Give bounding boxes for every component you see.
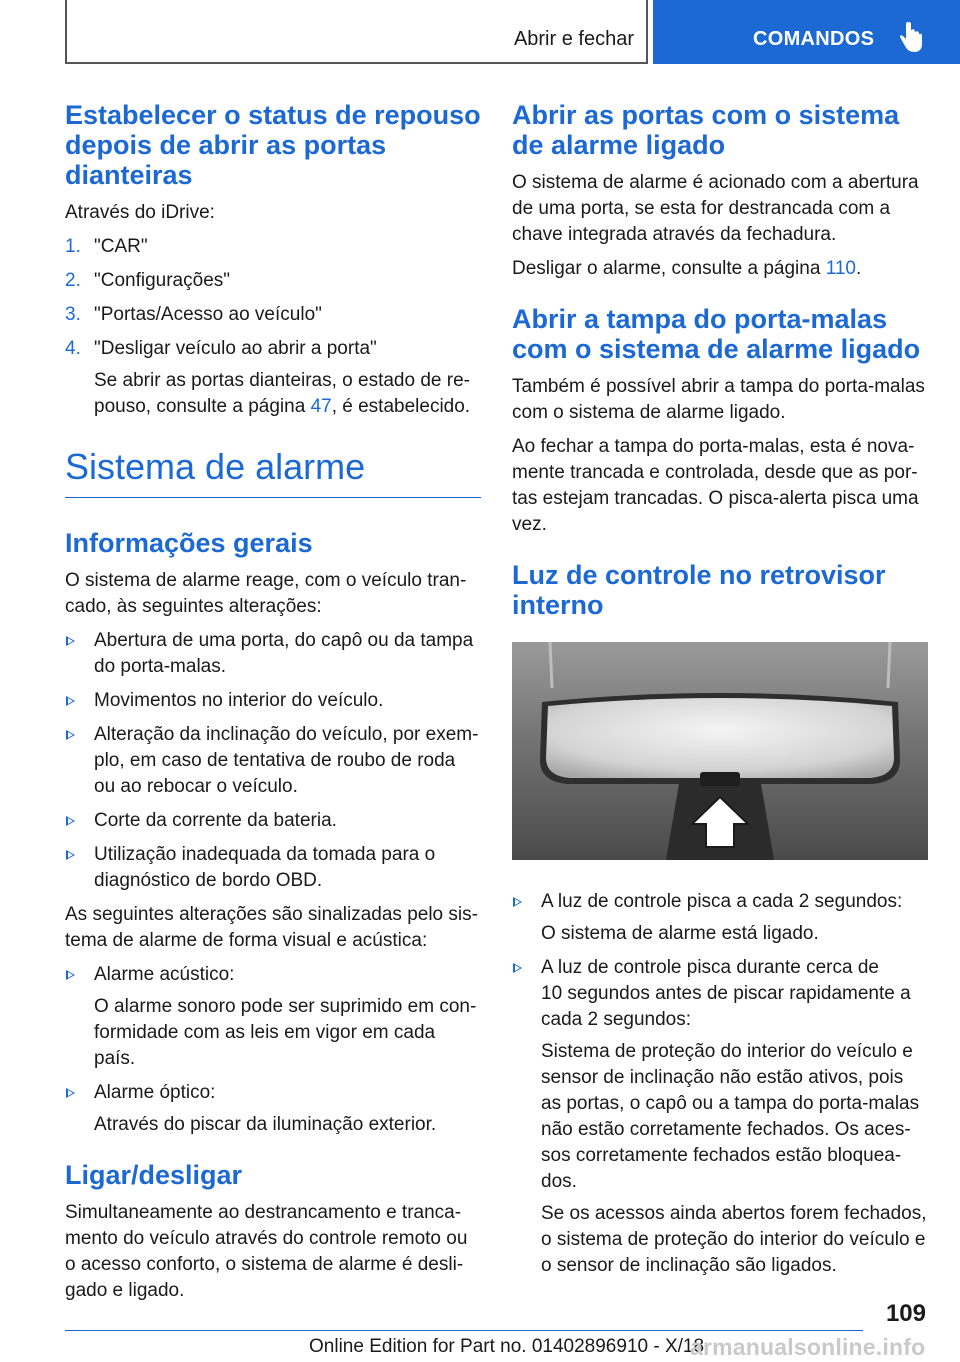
list-item: Alarme óptico: Através do piscar da iluminação exterior.	[65, 1080, 481, 1138]
step-text: "Desligar veículo ao abrir a porta"	[94, 338, 377, 359]
pointing-hand-icon	[899, 22, 925, 54]
header-section-title: Abrir e fechar	[513, 28, 634, 50]
list-item	[65, 234, 481, 260]
triangle-bullet-icon	[66, 696, 75, 706]
list-item: Utilização inadequada da tomada para o diagnóstico de bordo OBD.	[65, 842, 481, 894]
triangle-bullet-icon	[513, 963, 522, 973]
list-item: A luz de controle pisca durante cerca de 10 segundos antes de piscar rapidamente a cada 2 segundos: Sistema de proteção do interior do veículo e sensor de inclinação não estão ativos, pois as portas, o capô ou a tampa do porta-malas não estão corretamente fechados. Os acessos corretamente fechados estão bloqueados. Se os acessos ainda abertos forem fechados, o sistema de proteção do interior do veículo e o sensor de inclinação são ligados.	[512, 955, 928, 1279]
list-item: Alteração da inclinação do veículo, por exemplo, em caso de tentativa de roubo de roda ou ao rebocar o veículo.	[65, 722, 481, 800]
footer-watermark: armanualsonline.info	[690, 1334, 926, 1360]
indicator-list	[512, 889, 928, 1279]
list-item: Corte da corrente da bateria.	[65, 808, 481, 834]
heading-abrir-tampa: Abrir a tampa do porta-malas com o sistema de alarme ligado	[512, 304, 921, 364]
tampa-text-1: Também é possível abrir a tampa do porta-malas com o sistema de alarme ligado.	[512, 376, 925, 423]
page-link-110[interactable]: 110	[825, 258, 856, 279]
changes-list	[65, 628, 481, 894]
triangle-bullet-icon	[513, 897, 522, 907]
tampa-text-2: Ao fechar a tampa do porta-malas, esta é novamente trancada e controlada, desde que as portas estejam trancadas. O pisca-alerta pisca uma vez.	[512, 436, 919, 535]
info-text: O sistema de alarme reage, com o veículo trancado, às seguintes alterações:	[65, 570, 467, 617]
step-text: "Configurações"	[94, 270, 231, 291]
header-chapter-tab[interactable]	[653, 0, 960, 64]
header-chapter-label: COMANDOS	[753, 28, 875, 50]
triangle-bullet-icon	[66, 730, 75, 740]
alarm-types-list	[65, 962, 481, 1138]
step-text: "Portas/Acesso ao veículo"	[94, 304, 322, 325]
idrive-steps-list	[65, 234, 481, 420]
list-item: A luz de controle pisca a cada 2 segundos: O sistema de alarme está ligado.	[512, 889, 928, 947]
step-note: Se abrir as portas dianteiras, o estado de repouso, consulte a página 47, é estabelecido.	[94, 370, 471, 417]
signal-text: As seguintes alterações são sinalizadas pelo sistema de alarme de forma visual e acústica:	[65, 904, 478, 951]
triangle-bullet-icon	[66, 816, 75, 826]
page-link-47[interactable]: 47	[310, 396, 332, 417]
step-number: 1.	[65, 236, 81, 257]
left-column	[65, 100, 481, 1312]
triangle-bullet-icon	[66, 1088, 75, 1098]
heading-informacoes-gerais: Informações gerais	[65, 528, 313, 558]
list-item	[65, 302, 481, 328]
list-item: Abertura de uma porta, do capô ou da tampa do porta-malas.	[65, 628, 481, 680]
triangle-bullet-icon	[66, 850, 75, 860]
rearview-mirror-illustration	[512, 642, 928, 860]
heading-luz-controle: Luz de controle no retrovisor interno	[512, 560, 886, 620]
heading-sistema-alarme: Sistema de alarme	[65, 446, 481, 498]
list-item	[65, 268, 481, 294]
heading-abrir-portas: Abrir as portas com o sistema de alarme ligado	[512, 100, 900, 160]
footer-divider	[65, 1330, 863, 1331]
heading-ligar-desligar: Ligar/desligar	[65, 1160, 243, 1190]
footer-edition: Online Edition for Part no. 01402896910 - X/18	[309, 1336, 705, 1357]
page-number: 109	[885, 1300, 926, 1327]
portas-text: O sistema de alarme é acionado com a abertura de uma porta, se esta for destrancada com a chave integrada através da fechadura.	[512, 172, 919, 245]
step-number: 2.	[65, 270, 81, 291]
step-text: "CAR"	[94, 236, 148, 257]
step-number: 3.	[65, 304, 81, 325]
ligar-text: Simultaneamente ao destrancamento e trancamento do veículo através do controle remoto ou o acesso conforto, o sistema de alarme é desligado e ligado.	[65, 1202, 468, 1301]
list-item: Movimentos no interior do veículo.	[65, 688, 481, 714]
desligar-text: Desligar o alarme, consulte a página 110.	[512, 258, 862, 279]
list-item: Alarme acústico: O alarme sonoro pode ser suprimido em conformidade com as leis em vigor em cada país.	[65, 962, 481, 1072]
right-column	[512, 100, 928, 1287]
list-item	[65, 336, 481, 420]
heading-status-repouso: Estabelecer o status de repouso depois de abrir as portas dianteiras	[65, 100, 481, 190]
triangle-bullet-icon	[66, 970, 75, 980]
triangle-bullet-icon	[66, 636, 75, 646]
step-number: 4.	[65, 338, 81, 359]
idrive-intro: Através do iDrive:	[65, 202, 215, 223]
